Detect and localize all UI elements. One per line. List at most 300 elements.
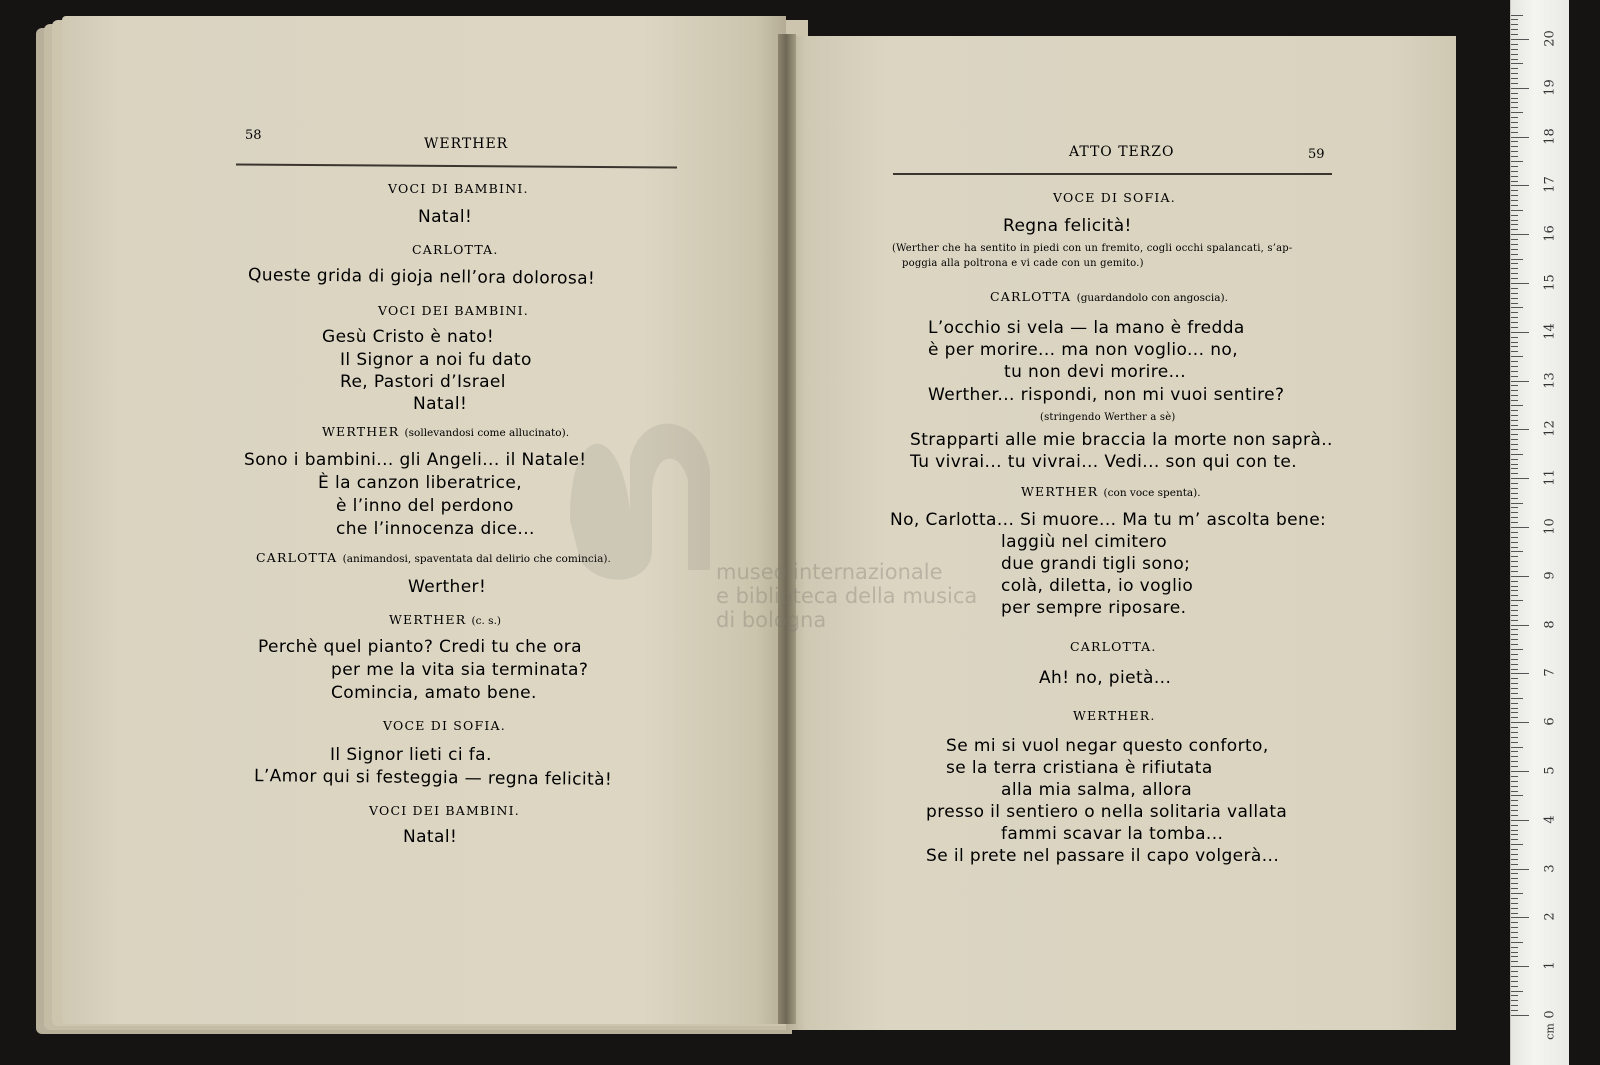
stage-direction: (guardandolo con angoscia). xyxy=(1076,292,1228,304)
ruler-number: 13 xyxy=(1542,371,1558,389)
ruler-tick xyxy=(1511,839,1518,840)
ruler-tick xyxy=(1511,927,1518,928)
speaker-label xyxy=(990,289,1228,304)
ruler-tick xyxy=(1511,537,1518,538)
ruler-tick xyxy=(1511,415,1518,416)
ruler-tick xyxy=(1511,542,1518,543)
verse-line: Natal! xyxy=(403,827,458,847)
verse-line: è l’inno del perdono xyxy=(336,496,514,516)
verse-line: Se mi si vuol negar questo conforto, xyxy=(946,736,1269,756)
ruler-tick xyxy=(1511,708,1518,709)
ruler-tick xyxy=(1511,947,1518,948)
ruler-tick xyxy=(1511,468,1518,469)
ruler-tick xyxy=(1511,1005,1518,1006)
ruler-tick xyxy=(1511,712,1518,713)
ruler-number: 11 xyxy=(1542,469,1558,486)
ruler-tick xyxy=(1511,751,1518,752)
ruler-tick xyxy=(1511,161,1523,162)
verse-line: Tu vivrai... tu vivrai... Vedi... son qui con te. xyxy=(910,452,1298,472)
ruler-tick xyxy=(1511,332,1529,333)
verse-line: Queste grida di gioja nell’ora dolorosa! xyxy=(247,265,596,289)
ruler-tick xyxy=(1511,864,1518,865)
ruler-tick xyxy=(1511,605,1518,606)
ruler-number: 20 xyxy=(1542,30,1558,47)
stage-direction: (animandosi, spaventata dal delirio che comincia). xyxy=(342,553,611,565)
ruler-tick xyxy=(1511,127,1518,128)
ruler-tick xyxy=(1511,49,1518,50)
verse-line: Regna felicità! xyxy=(1003,216,1132,236)
ruler-tick xyxy=(1511,771,1529,772)
ruler-tick xyxy=(1511,112,1523,113)
ruler-tick xyxy=(1511,908,1518,909)
ruler-tick xyxy=(1511,517,1518,518)
ruler-tick xyxy=(1511,381,1529,382)
verse-line: due grandi tigli sono; xyxy=(1001,554,1191,574)
measurement-ruler xyxy=(1510,0,1569,1065)
ruler-tick xyxy=(1511,532,1518,533)
ruler-tick xyxy=(1511,303,1518,304)
ruler-tick xyxy=(1511,93,1518,94)
page-number-left: 58 xyxy=(245,128,262,143)
ruler-tick xyxy=(1511,913,1518,914)
ruler-tick xyxy=(1511,493,1518,494)
ruler-tick xyxy=(1511,420,1518,421)
verse-line: presso il sentiero o nella solitaria vallata xyxy=(926,802,1288,822)
speaker-label: CARLOTTA. xyxy=(1070,639,1157,654)
ruler-tick xyxy=(1511,600,1523,601)
ruler-tick xyxy=(1511,810,1518,811)
ruler-tick xyxy=(1511,15,1523,16)
ruler-tick xyxy=(1511,556,1518,557)
ruler-tick xyxy=(1511,19,1518,20)
ruler-tick xyxy=(1511,195,1518,196)
ruler-tick xyxy=(1511,356,1523,357)
ruler-tick xyxy=(1511,400,1518,401)
ruler-tick xyxy=(1511,1010,1518,1011)
verse-line: Natal! xyxy=(413,394,468,414)
ruler-tick xyxy=(1511,732,1518,733)
ruler-tick xyxy=(1511,405,1523,406)
ruler-tick xyxy=(1511,791,1518,792)
ruler-tick xyxy=(1511,961,1518,962)
verse-line: laggiù nel cimitero xyxy=(1001,532,1168,552)
ruler-tick xyxy=(1511,849,1518,850)
speaker-label xyxy=(256,550,611,565)
ruler-tick xyxy=(1511,703,1518,704)
ruler-number: 12 xyxy=(1542,420,1558,438)
ruler-tick xyxy=(1511,293,1518,294)
ruler-tick xyxy=(1511,395,1518,396)
verse-line: per sempre riposare. xyxy=(1001,598,1187,618)
watermark-text: e biblioteca della musica xyxy=(716,584,978,608)
ruler-tick xyxy=(1511,488,1518,489)
ruler-tick xyxy=(1511,503,1523,504)
ruler-tick xyxy=(1511,942,1523,943)
ruler-tick xyxy=(1511,620,1518,621)
ruler-tick xyxy=(1511,722,1529,723)
ruler-tick xyxy=(1511,224,1518,225)
verse-line: Werther... rispondi, non mi vuoi sentire? xyxy=(928,385,1285,405)
ruler-tick xyxy=(1511,820,1529,821)
ruler-tick xyxy=(1511,742,1518,743)
speaker-label: VOCI DI BAMBINI. xyxy=(388,181,529,196)
ruler-tick xyxy=(1511,869,1529,870)
ruler-tick xyxy=(1511,786,1518,787)
ruler-tick xyxy=(1511,283,1529,284)
speaker-name: WERTHER xyxy=(1021,484,1099,499)
ruler-tick xyxy=(1511,141,1518,142)
ruler-tick xyxy=(1511,581,1518,582)
ruler-tick xyxy=(1511,268,1518,269)
ruler-tick xyxy=(1511,498,1518,499)
ruler-tick xyxy=(1511,776,1518,777)
ruler-tick xyxy=(1511,747,1523,748)
ruler-tick xyxy=(1511,88,1529,89)
ruler-tick xyxy=(1511,44,1518,45)
ruler-tick xyxy=(1511,102,1518,103)
ruler-number: 14 xyxy=(1542,323,1558,340)
ruler-number: 1 xyxy=(1542,961,1558,970)
ruler-tick xyxy=(1511,29,1518,30)
ruler-tick xyxy=(1511,932,1518,933)
verse-line: Natal! xyxy=(418,207,473,227)
ruler-tick xyxy=(1511,464,1518,465)
ruler-tick xyxy=(1511,986,1518,987)
ruler-tick xyxy=(1511,34,1518,35)
ruler-tick xyxy=(1511,815,1518,816)
page-number-right: 59 xyxy=(1308,147,1325,162)
ruler-tick xyxy=(1511,24,1518,25)
ruler-tick xyxy=(1511,898,1518,899)
verse-line: colà, diletta, io voglio xyxy=(1001,576,1194,596)
ruler-number: 18 xyxy=(1542,127,1558,145)
ruler-tick xyxy=(1511,54,1518,55)
stage-direction: poggia alla poltrona e vi cade con un gemito.) xyxy=(902,258,1144,269)
verse-line: fammi scavar la tomba... xyxy=(1001,824,1224,844)
ruler-tick xyxy=(1511,688,1518,689)
header-rule-right xyxy=(893,173,1332,175)
verse-line: Il Signor lieti ci fa. xyxy=(330,745,492,765)
ruler-number: 8 xyxy=(1542,619,1558,629)
verse-line: Comincia, amato bene. xyxy=(331,683,537,703)
ruler-tick xyxy=(1511,644,1518,645)
ruler-tick xyxy=(1511,634,1518,635)
speaker-name: CARLOTTA xyxy=(990,289,1072,304)
ruler-tick xyxy=(1511,781,1518,782)
ruler-tick xyxy=(1511,263,1518,264)
ruler-tick xyxy=(1511,512,1518,513)
ruler-tick xyxy=(1511,625,1529,626)
ruler-tick xyxy=(1511,483,1518,484)
ruler-number: 10 xyxy=(1542,518,1558,535)
speaker-label xyxy=(1021,484,1201,499)
ruler-number: 7 xyxy=(1542,668,1558,678)
verse-line: Se il prete nel passare il capo volgerà... xyxy=(926,846,1280,866)
ruler-tick xyxy=(1511,39,1529,40)
ruler-tick xyxy=(1511,59,1518,60)
ruler-tick xyxy=(1511,239,1518,240)
speaker-label: VOCI DEI BAMBINI. xyxy=(369,803,520,818)
ruler-tick xyxy=(1511,527,1529,528)
verse-line: è per morire... ma non voglio... no, xyxy=(928,340,1238,360)
ruler-tick xyxy=(1511,654,1518,655)
ruler-tick xyxy=(1511,756,1518,757)
ruler-tick xyxy=(1511,547,1518,548)
ruler-number: 16 xyxy=(1542,225,1558,242)
verse-line: Strapparti alle mie braccia la morte non saprà.. xyxy=(910,430,1333,450)
ruler-tick xyxy=(1511,317,1518,318)
ruler-tick xyxy=(1511,669,1518,670)
ruler-tick xyxy=(1511,805,1518,806)
verse-line: Re, Pastori d’Israel xyxy=(340,372,506,392)
book-gutter xyxy=(778,34,796,1024)
verse-line: Gesù Cristo è nato! xyxy=(322,327,495,347)
ruler-tick xyxy=(1511,117,1518,118)
ruler-tick xyxy=(1511,1015,1529,1016)
ruler-tick xyxy=(1511,181,1518,182)
ruler-tick xyxy=(1511,220,1518,221)
ruler-tick xyxy=(1511,376,1518,377)
ruler-tick xyxy=(1511,146,1518,147)
ruler-tick xyxy=(1511,917,1529,918)
ruler-tick xyxy=(1511,878,1518,879)
ruler-tick xyxy=(1511,551,1523,552)
verse-line: Il Signor a noi fu dato xyxy=(340,350,532,370)
ruler-tick xyxy=(1511,83,1518,84)
ruler-tick xyxy=(1511,693,1518,694)
ruler-tick xyxy=(1511,390,1518,391)
speaker-name: WERTHER xyxy=(322,424,400,439)
ruler-number: 3 xyxy=(1542,863,1558,873)
verse-line: No, Carlotta... Si muore... Ma tu m’ ascolta bene: xyxy=(890,510,1327,530)
verse-line: per me la vita sia terminata? xyxy=(331,660,589,680)
ruler-tick xyxy=(1511,659,1518,660)
ruler-tick xyxy=(1511,322,1518,323)
ruler-tick xyxy=(1511,454,1523,455)
ruler-number: 15 xyxy=(1542,274,1558,291)
verse-line: È la canzon liberatrice, xyxy=(318,473,523,493)
ruler-number: 19 xyxy=(1542,79,1558,96)
ruler-tick xyxy=(1511,937,1518,938)
running-head-right: ATTO TERZO xyxy=(1069,144,1175,160)
ruler-tick xyxy=(1511,73,1518,74)
ruler-tick xyxy=(1511,522,1518,523)
ruler-tick xyxy=(1511,727,1518,728)
ruler-tick xyxy=(1511,830,1518,831)
ruler-tick xyxy=(1511,205,1518,206)
ruler-tick xyxy=(1511,327,1518,328)
ruler-tick xyxy=(1511,122,1518,123)
ruler-tick xyxy=(1511,337,1518,338)
stage-direction: (con voce spenta). xyxy=(1103,487,1201,499)
verse-line: Ah! no, pietà... xyxy=(1039,668,1172,688)
ruler-tick xyxy=(1511,434,1518,435)
ruler-tick xyxy=(1511,595,1518,596)
ruler-tick xyxy=(1511,107,1518,108)
ruler-tick xyxy=(1511,439,1518,440)
ruler-tick xyxy=(1511,893,1523,894)
stage-direction: (sollevandosi come allucinato). xyxy=(404,427,570,439)
ruler-tick xyxy=(1511,78,1518,79)
ruler-number: 17 xyxy=(1542,176,1558,194)
ruler-tick xyxy=(1511,834,1518,835)
ruler-tick xyxy=(1511,844,1523,845)
ruler-number: 4 xyxy=(1542,815,1558,824)
ruler-tick xyxy=(1511,800,1518,801)
ruler-tick xyxy=(1511,298,1518,299)
verse-line: tu non devi morire... xyxy=(1004,362,1186,382)
speaker-label: WERTHER. xyxy=(1073,708,1156,723)
ruler-tick xyxy=(1511,873,1518,874)
ruler-tick xyxy=(1511,995,1518,996)
ruler-tick xyxy=(1511,586,1518,587)
ruler-tick xyxy=(1511,176,1518,177)
ruler-tick xyxy=(1511,259,1523,260)
ruler-tick xyxy=(1511,254,1518,255)
ruler-tick xyxy=(1511,410,1518,411)
running-head-left: WERTHER xyxy=(424,136,509,152)
ruler-tick xyxy=(1511,342,1518,343)
speaker-label: VOCI DEI BAMBINI. xyxy=(378,303,529,318)
ruler-tick xyxy=(1511,210,1523,211)
ruler-tick xyxy=(1511,761,1518,762)
ruler-tick xyxy=(1511,244,1518,245)
ruler-tick xyxy=(1511,346,1518,347)
ruler-tick xyxy=(1511,425,1518,426)
ruler-tick xyxy=(1511,273,1518,274)
ruler-tick xyxy=(1511,664,1518,665)
ruler-tick xyxy=(1511,312,1518,313)
ruler-tick xyxy=(1511,922,1518,923)
ruler-tick xyxy=(1511,215,1518,216)
ruler-tick xyxy=(1511,366,1518,367)
ruler-number: 6 xyxy=(1542,717,1558,726)
ruler-tick xyxy=(1511,566,1518,567)
ruler-tick xyxy=(1511,698,1523,699)
ruler-tick xyxy=(1511,156,1518,157)
verse-line: L’occhio si vela — la mano è fredda xyxy=(928,318,1245,338)
ruler-tick xyxy=(1511,278,1518,279)
ruler-tick xyxy=(1511,507,1518,508)
ruler-tick xyxy=(1511,444,1518,445)
ruler-tick xyxy=(1511,288,1518,289)
speaker-label: CARLOTTA. xyxy=(412,242,499,257)
ruler-tick xyxy=(1511,234,1529,235)
ruler-tick xyxy=(1511,190,1518,191)
ruler-tick xyxy=(1511,200,1518,201)
ruler-tick xyxy=(1511,825,1518,826)
ruler-tick xyxy=(1511,883,1518,884)
stage-direction: (c. s.) xyxy=(471,615,502,627)
ruler-tick xyxy=(1511,888,1518,889)
ruler-number: 5 xyxy=(1542,766,1558,775)
ruler-tick xyxy=(1511,185,1529,186)
ruler-tick xyxy=(1511,371,1518,372)
ruler-tick xyxy=(1511,976,1518,977)
ruler-tick xyxy=(1511,610,1518,611)
ruler-tick xyxy=(1511,166,1518,167)
ruler-tick xyxy=(1511,571,1518,572)
ruler-tick xyxy=(1511,459,1518,460)
stage-direction: (Werther che ha sentito in piedi con un fremito, cogli occhi spalancati, s’ap- xyxy=(892,243,1293,254)
ruler-tick xyxy=(1511,98,1518,99)
ruler-tick xyxy=(1511,795,1523,796)
speaker-label xyxy=(322,424,569,439)
ruler-tick xyxy=(1511,683,1518,684)
ruler-tick xyxy=(1511,639,1518,640)
verse-line: se la terra cristiana è rifiutata xyxy=(946,758,1213,778)
ruler-tick xyxy=(1511,171,1518,172)
ruler-tick xyxy=(1511,1000,1518,1001)
ruler-tick xyxy=(1511,68,1518,69)
speaker-label xyxy=(389,612,501,627)
ruler-tick xyxy=(1511,956,1518,957)
museum-logo-watermark xyxy=(560,400,740,590)
ruler-tick xyxy=(1511,854,1518,855)
ruler-tick xyxy=(1511,678,1518,679)
ruler-tick xyxy=(1511,307,1523,308)
ruler-tick xyxy=(1511,966,1529,967)
ruler-tick xyxy=(1511,137,1529,138)
ruler-tick xyxy=(1511,385,1518,386)
watermark-text: museo internazionale xyxy=(716,560,943,584)
ruler-tick xyxy=(1511,561,1518,562)
verse-line: Perchè quel pianto? Credi tu che ora xyxy=(258,637,582,657)
ruler-tick xyxy=(1511,351,1518,352)
ruler-tick xyxy=(1511,473,1518,474)
ruler-tick xyxy=(1511,151,1518,152)
verse-line: che l’innocenza dice... xyxy=(336,519,535,539)
ruler-number: 9 xyxy=(1542,571,1558,580)
speaker-label: VOCE DI SOFIA. xyxy=(1053,190,1176,205)
ruler-number: 0 xyxy=(1542,1010,1558,1019)
stage-direction: (stringendo Werther a sè) xyxy=(1040,412,1176,423)
ruler-tick xyxy=(1511,952,1518,953)
ruler-tick xyxy=(1511,737,1518,738)
verse-line: L’Amor qui si festeggia — regna felicità! xyxy=(253,766,613,790)
speaker-label: VOCE DI SOFIA. xyxy=(383,718,506,733)
ruler-tick xyxy=(1511,590,1518,591)
ruler-tick xyxy=(1511,991,1523,992)
ruler-tick xyxy=(1511,576,1529,577)
ruler-tick xyxy=(1511,981,1518,982)
ruler-tick xyxy=(1511,449,1518,450)
ruler-unit: cm xyxy=(1543,1023,1557,1040)
ruler-tick xyxy=(1511,971,1518,972)
ruler-tick xyxy=(1511,132,1518,133)
ruler-tick xyxy=(1511,717,1518,718)
ruler-tick xyxy=(1511,903,1518,904)
ruler-tick xyxy=(1511,63,1523,64)
ruler-tick xyxy=(1511,429,1529,430)
watermark-text: di bologna xyxy=(716,608,827,632)
ruler-number: 2 xyxy=(1542,912,1558,922)
ruler-tick xyxy=(1511,249,1518,250)
speaker-name: CARLOTTA xyxy=(256,550,338,565)
ruler-tick xyxy=(1511,629,1518,630)
ruler-tick xyxy=(1511,478,1529,479)
ruler-tick xyxy=(1511,766,1518,767)
ruler-tick xyxy=(1511,673,1529,674)
verse-line: Werther! xyxy=(408,577,487,597)
ruler-tick xyxy=(1511,361,1518,362)
ruler-tick xyxy=(1511,859,1518,860)
verse-line: Sono i bambini... gli Angeli... il Natale! xyxy=(244,450,587,470)
ruler-tick xyxy=(1511,229,1518,230)
ruler-tick xyxy=(1511,615,1518,616)
verse-line: alla mia salma, allora xyxy=(1001,780,1193,800)
speaker-name: WERTHER xyxy=(389,612,467,627)
